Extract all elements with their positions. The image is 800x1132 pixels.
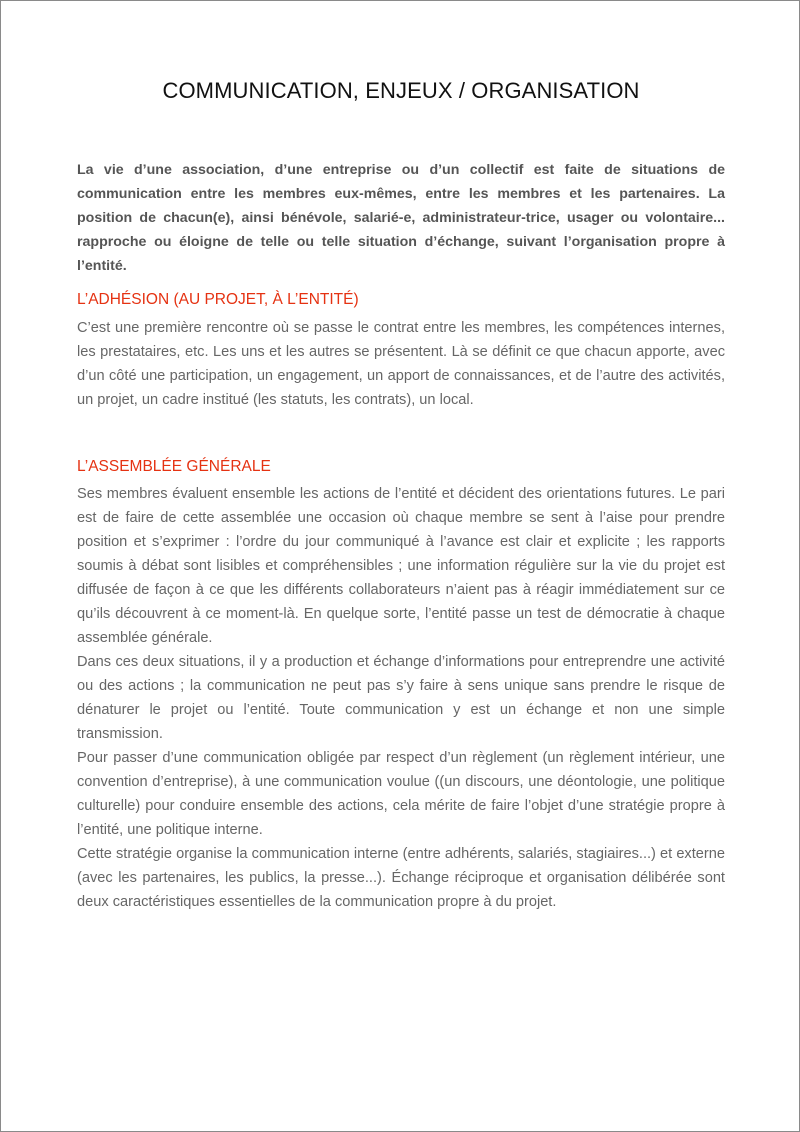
paragraph-assemblee: Ses membres évaluent ensemble les actions de l’entité et décident des orientations futures. Le pari est de faire de cette assemblée une occasion où chaque membre se sent à l’aise pour prendre position et s’exprimer : l’ordre du jour communiqué à l’avance est clair et explicite ; les rapports soumis à débat sont lisibles et compréhensibles ; une information régulière sur la vie du projet est diffusée de façon à ce que les différents collaborateurs n’aient pas à réagir immédiatement sur ce qu’ils découvrent à ce moment-là. En quelque sorte, l’entité passe un test de démocratie à chaque assemblée générale. xyxy=(77,486,725,646)
paragraph-adhesion: C’est une première rencontre où se passe le contrat entre les membres, les compétences internes, les prestataires, etc. Les uns et les autres se présentent. Là se définit ce que chacun apporte, avec d’un côté une participation, un engagement, un apport de connaissances, et de l’autre des activités, un projet, un cadre institué (les statuts, les contrats), un local. xyxy=(77,320,725,408)
paragraph-strategie: Cette stratégie organise la communication interne (entre adhérents, salariés, stagiaires...) et externe (avec les partenaires, les publics, la presse...). Échange réciproque et organisation délibérée sont deux caractéristiques essentielles de la communication propre à du projet. xyxy=(77,846,725,910)
paragraph-communication-voulue: Pour passer d’une communication obligée par respect d’un règlement (un règlement intérieur, une convention d’entreprise), à une communication voulue ((un discours, une déontologie, une politique culturelle) pour conduire ensemble des actions, cela mérite de faire l’objet d’une stratégie propre à l’entité, une politique interne. xyxy=(77,750,725,838)
page-title: COMMUNICATION, ENJEUX / ORGANISATION xyxy=(162,78,640,103)
section-body-adhesion xyxy=(77,316,725,412)
section-heading-assemblee-generale: L’ASSEMBLÉE GÉNÉRALE xyxy=(77,458,271,475)
section-heading-adhesion: L’ADHÉSION (AU PROJET, À L’ENTITÉ) xyxy=(77,291,359,308)
section-body-assemblee-generale xyxy=(77,482,725,914)
paragraph-deux-situations: Dans ces deux situations, il y a production et échange d’informations pour entreprendre une activité ou des actions ; la communication ne peut pas s’y faire à sens unique sans prendre le risque de dénaturer le projet ou l’entité. Toute communication y est un échange et non une simple transmission. xyxy=(77,654,725,742)
intro-paragraph: La vie d’une association, d’une entreprise ou d’un collectif est faite de situations de communication entre les membres eux-mêmes, entre les membres et les partenaires. La position de chacun(e), ainsi bénévole, salarié-e, administrateur-trice, usager ou volontaire... rapproche ou éloigne de telle ou telle situation d’échange, suivant l’organisation propre à l’entité. xyxy=(77,162,725,275)
